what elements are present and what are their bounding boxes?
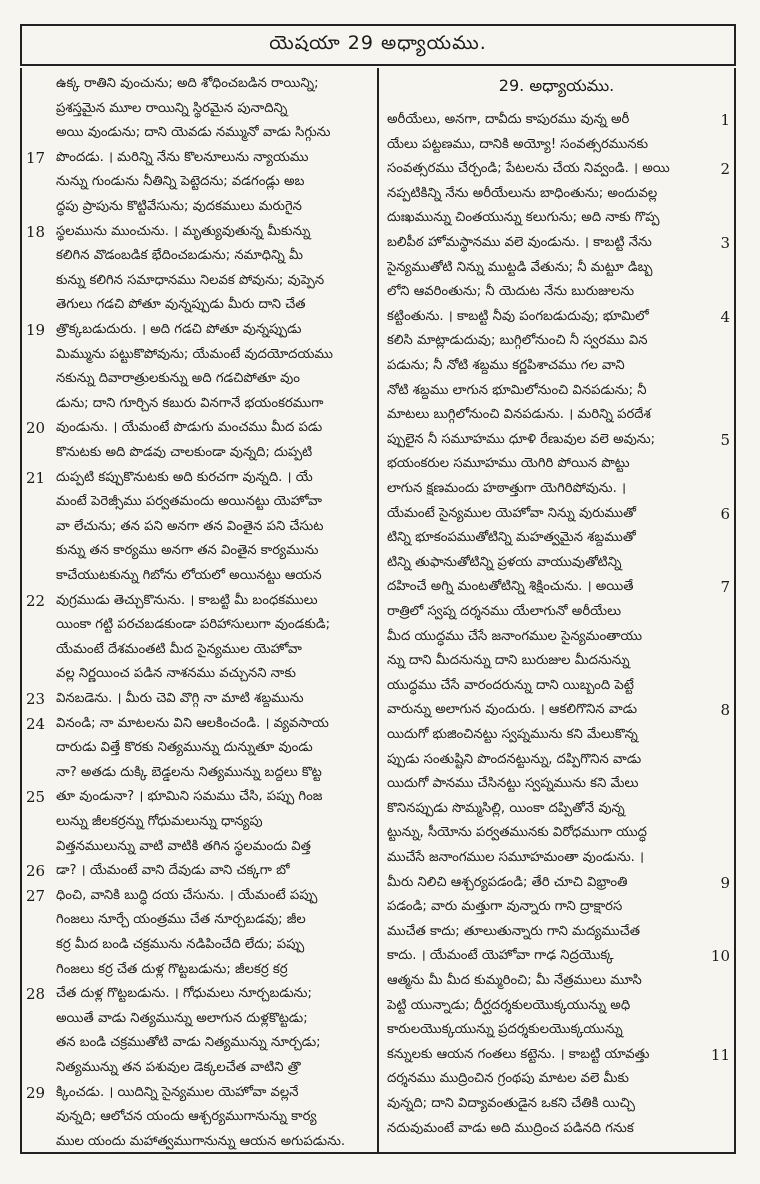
verse-number: 27 (26, 886, 46, 905)
line-text: యేమంటే దేశమంతటి మీద సైన్యముల యెహోవా (56, 641, 302, 657)
verse-number: 17 (26, 148, 46, 167)
line-text: మిమ్మును పట్టుకొపోవును; యేమంటే వుదయోదయము (56, 346, 333, 362)
verse-number: 18 (26, 222, 46, 241)
verse-number: 19 (26, 321, 46, 339)
line-text: దహించే అగ్ని మంటతోటిన్ని శిక్షించును. । అయితే (387, 579, 634, 595)
verse-number: 21 (26, 468, 46, 487)
line-text: కారులయొక్కయున్ను ప్రదర్శకులయొక్కయున్ను (387, 1022, 623, 1038)
line-text: సైన్యముతోటి నిన్ను ముట్టడి వేతును; నీ మట్టూ డిబ్బ (387, 259, 653, 275)
line-text: కున్ను కలిగిన సమాధానము నిలవక పోవును; వుప్పెన (56, 272, 325, 288)
line-text: మీరు నిలిచి ఆశ్చర్యపడండి; తేరి చూచి విభ్రాంతి (387, 874, 628, 890)
line-text: పొందడు. । మరిన్ని నేను కొలనూలును న్యాయము (56, 149, 309, 165)
line-text: లాగున క్షణమందు హఠాత్తుగా యెగిరిపోవును. । (387, 481, 626, 496)
line-text: బలిపీఠ హోమస్థానము వలె వుండును. । కాబట్టి నేను (387, 235, 652, 250)
line-text: ప్రశస్తమైన మూల రాయిన్ని స్థిరమైన పునాదిన్ని (56, 100, 288, 116)
line-text: మంటే పెరెజ్సీము పర్వతమందు అయినట్టు యెహోవా (56, 494, 322, 510)
line-text: ముచేసే జనాంగముల సమూహమంతా వుండును. । (387, 850, 645, 865)
line-text: నప్పటికిన్ని నేను అరీయేలును బాధింతును; అందువల్ల (387, 185, 658, 201)
verse-number: 24 (26, 714, 46, 733)
line-text: కలిసి మాట్లాడుదువు; బుగ్గిలోనుంచి నీ స్వరము విన (387, 333, 648, 349)
line-text: సంవత్సరము చేర్చండి; పేటలను చేయ నివ్వండి. । అయి (387, 161, 670, 177)
line-text: భయంకరుల సమూహము యెగిరి పోయిన పొట్టు (387, 456, 630, 472)
verse-number: 2 (720, 160, 730, 179)
verse-number: 23 (26, 690, 46, 708)
line-text: అరీయేలు, అనగా, దావీదు కాపురము వున్న అరీ (387, 112, 630, 127)
line-text: ధించి, వానికి బుద్ధి దయ చేసును. । యేమంటే పప్పు (56, 887, 318, 903)
line-text: త్రొక్కబడుదురు. । అది గడచి పోతూ వున్నప్పుడు (56, 322, 302, 337)
line-text: ముల యందు మహాత్వముగానున్ను ఆయన అగుపడును. (56, 1133, 346, 1149)
left-column (22, 68, 379, 1152)
verse-number: 20 (26, 419, 46, 438)
verse-number: 7 (720, 578, 730, 597)
line-text: ముచేత కాదు; తూలుతున్నారు గాని మద్యముచేత (387, 923, 641, 939)
line-text: వినబడెను. । మీరు చెవి వొగ్గి నా మాటి శబ్దమును (56, 691, 304, 706)
line-text: కున్ను తన కార్యము అనగా తన వింతైన కార్యమును (56, 543, 319, 559)
page-header (20, 24, 736, 66)
text-line (379, 1115, 734, 1143)
line-text: నిత్యమున్ను తన పశువుల డెక్కలచేత వాటిని త్రొ (56, 1060, 301, 1075)
page (20, 24, 738, 1154)
verse-number: 5 (720, 430, 730, 449)
line-text: కట్టింతును. । కాబట్టి నీవు పంగబడుదువు; భూమిలో (387, 308, 649, 324)
line-text: కొనినప్పుడు సొమ్మసిల్లి, యింకా దప్పితోనే వున్న (387, 800, 625, 816)
line-text: నా? అతడు దుక్కి బెడ్డలను నిత్యమున్ను బద్దలు కొట్ట (56, 764, 322, 780)
right-column (379, 68, 734, 1152)
line-text: ఉక్క రాతిని వుంచును; అది శోధించబడిన రాయిన్ని; (56, 76, 319, 91)
line-text: గింజలు నూర్చే యంత్రము చేత నూర్చబడవు; జీల (56, 912, 306, 928)
line-text: దర్శనము ముద్రించిన గ్రంథపు మాటల వలె మీకు (387, 1071, 629, 1087)
line-text: పడును; నీ నోటి శబ్దము కర్ణపిశాచము గల వాని (387, 358, 625, 373)
line-text: దారుడు విత్తే కొరకు నిత్యమున్ను దున్నుతూ వుండు (56, 740, 313, 756)
line-text: వుగ్రముడు తెచ్చుకొనును. । కాబట్టి మీ బంధకములు (56, 592, 318, 608)
line-text: ప్పులైన నీ సమూహము ధూళి రేణువుల వలె అవును; (387, 431, 656, 447)
line-text: పెట్టి యున్నాడు; దీర్ఘదర్శకులయొక్కయున్ను అధి (387, 997, 631, 1013)
line-text: నోటి శబ్దము లాగున భూమిలోనుంచి వినపడును; నీ (387, 382, 647, 398)
line-text: మీద యుద్ధము చేసే జనాంగముల సైన్యమంతాయు (387, 628, 643, 644)
verse-number: 3 (720, 234, 730, 252)
line-text: వారున్ను అలాగున వుందురు. । ఆకలిగొనిన వాడు (387, 702, 638, 718)
line-text: యిదుగో భుజించినట్టు స్వప్నమును కని మేలుకొన్న (387, 727, 638, 742)
line-text: లున్ను జీలకర్రన్ను గోధుమలున్ను ధాన్యపు (56, 814, 263, 829)
line-text: వున్నది; దాని విద్యావంతుడైన ఒకని చేతికి యిచ్చి (387, 1096, 635, 1111)
line-text: ఆత్మను మీ మీద కుమ్మరించి; మీ నేత్రములు మూసి (387, 973, 642, 988)
verse-number: 11 (710, 1045, 730, 1064)
two-column-body (20, 68, 736, 1154)
line-text: స్థలమును ముంచును. । మృత్యువుతున్న మీకున్ను (56, 223, 311, 239)
line-text: నున్ను గుండును నీతిన్ని పెట్టెదను; వడగండ్లు అబ (56, 174, 305, 190)
verse-number: 9 (720, 873, 730, 892)
line-text: వల్ల నిర్ణయించ పడిన నాశనము వచ్చునని నాకు (56, 666, 296, 682)
line-text: దుప్పటి కప్పుకొనుటకు అది కురచగా వున్నది. । యే (56, 469, 313, 485)
line-text: తన బండి చక్రముతోటి వాడు నిత్యమున్ను నూర్చడు; (56, 1035, 321, 1051)
text-line (22, 1128, 377, 1152)
line-text: యేమంటే సైన్యముల యెహోవా నిన్ను వురుముతో (387, 505, 636, 521)
line-text: కలిగిన వొడంబడిక భేదించబడును; నమాధిన్ని మీ (56, 248, 303, 264)
verse-number: 6 (720, 504, 730, 523)
verse-number: 25 (26, 788, 46, 807)
line-text: కొనుటకు అది పొడవు చాలకుండా వున్నది; దుప్పటి (56, 445, 313, 460)
verse-number: 28 (26, 985, 46, 1004)
verse-number: 26 (26, 862, 46, 881)
line-text: వుండును. । యేమంటే పొడుగు మంచము మీద పడు (56, 420, 323, 436)
verse-number: 1 (720, 111, 730, 129)
line-text: డా? । యేమంటే వాని దేవుడు వాని చక్కగా బో (56, 863, 290, 879)
line-text: ద్ధపు ప్రాపును కొట్టివేసును; వుదకములు మరుగైన (56, 199, 302, 214)
line-text: క్కించడు. । యిదిన్ని సైన్యముల యెహోవా వల్లనే (56, 1084, 299, 1100)
line-text: అయితే వాడు నిత్యమున్ను అలాగున దుళ్లకొట్టడు; (56, 1010, 308, 1026)
line-text: టిన్ని తుఫానుతోటిన్ని ప్రళయ వాయువుతోటిన్ని (387, 554, 622, 570)
chapter-heading: 29. అధ్యాయము. (498, 76, 615, 95)
line-text: వా లేచును; తన పని అనగా తన వింతైన పని చేసుట (56, 518, 324, 534)
line-text: యింకా గట్టి పరచబడకుండా పరిహాసులుగా వుండకుడి; (56, 617, 331, 633)
line-text: తూ వుండునా? । భూమిని సమము చేసి, పప్పు గింజ (56, 789, 323, 805)
line-text: న్ను దాని మీదనున్ను దాని బురుజుల మీదనున్ను (387, 653, 630, 669)
line-text: పడండి; వారు మత్తుగా వున్నారు గాని ద్రాక్షారస (387, 899, 623, 915)
line-text: నదువుమంటే వాడు అది ముద్రించ పడినది గనుక (387, 1120, 634, 1136)
verse-number: 22 (26, 591, 46, 610)
verse-number: 10 (710, 947, 730, 966)
line-text: మాటలు బుగ్గిలోనుంచి వినపడును. । మరిన్ని పరదేశ (387, 407, 651, 423)
verse-number: 29 (26, 1083, 46, 1102)
line-text: విత్తనములున్ను వాటి వాటికి తగిన స్థలమందు విత్త (56, 838, 311, 854)
line-text: ట్టున్ను, సీయోను పర్వతమునకు విరోధముగా యుద్ధ (387, 825, 647, 841)
line-text: నకున్ను దివారాత్రులకున్ను అది గడచిపోతూ వుం (56, 371, 300, 387)
line-text: చేత దుళ్ల గొట్టబడును. । గోధుమలు నూర్చబడును; (56, 986, 312, 1002)
verse-number: 8 (720, 701, 730, 720)
line-text: యేలు పట్టణము, దానికి అయ్యో! సంవత్సరమునకు (387, 136, 649, 152)
line-text: టిన్ని భూకంపముతోటిన్ని మహత్వమైన శబ్దముతో (387, 530, 636, 546)
line-text: లోని ఆవరింతును; నీ యెదుట నేను బురుజులను (387, 284, 635, 300)
line-text: కాచేయుటకున్ను గిబోను లోయలో అయినట్టు ఆయన (56, 568, 322, 583)
page-title: యెషయా 29 అధ్యాయము. (269, 31, 487, 54)
line-text: కన్నులకు ఆయన గంతలు కట్టెను. । కాబట్టి యావత్తు (387, 1046, 650, 1062)
line-text: యుద్ధము చేసే వారందరున్ను దాని యిబ్బంది పెట్టే (387, 677, 634, 693)
line-text: వినండి; నా మాటలను విని ఆలకించండి. । వ్యవసాయ (56, 715, 329, 731)
line-text: రాత్రిలో స్వప్న దర్శనము యేలాగునో అరీయేలు (387, 604, 622, 619)
line-text: దుఃఖమున్ను చింతయున్ను కలుగును; అది నాకు గొప్ప (387, 210, 660, 226)
verse-number: 4 (720, 307, 730, 326)
line-text: గింజలు కర్ర చేత దుళ్ల గొట్టబడును; జీలకర్ర కర్ర (56, 961, 288, 977)
line-text: కాదు. । యేమంటే యెహోవా గాఢ నిద్రయొక్క (387, 948, 614, 964)
line-text: కర్ర మీద బండి చక్రమును నడిపించేది లేదు; పప్పు (56, 937, 305, 952)
line-text: వున్నది; ఆలోచన యందు ఆశ్చర్యముగానున్ను కార్య (56, 1109, 317, 1125)
line-text: ప్పుడు సంతుష్టిని పొందనట్టున్ను, దప్పిగొనిన వాడు (387, 751, 642, 767)
line-text: అయి వుండును; దాని యెవడు నమ్మునో వాడు సిగ్గును (56, 125, 331, 141)
line-text: యిదుగో పానము చేసినట్టు స్వప్నమును కని మేలు (387, 776, 639, 792)
line-text: తెగులు గడచి పోతూ వున్నప్పుడు మీరు దాని చేత (56, 297, 306, 313)
line-text: డును; దాని గూర్చిన కబురు వినగానే భయంకరముగా (56, 395, 324, 411)
